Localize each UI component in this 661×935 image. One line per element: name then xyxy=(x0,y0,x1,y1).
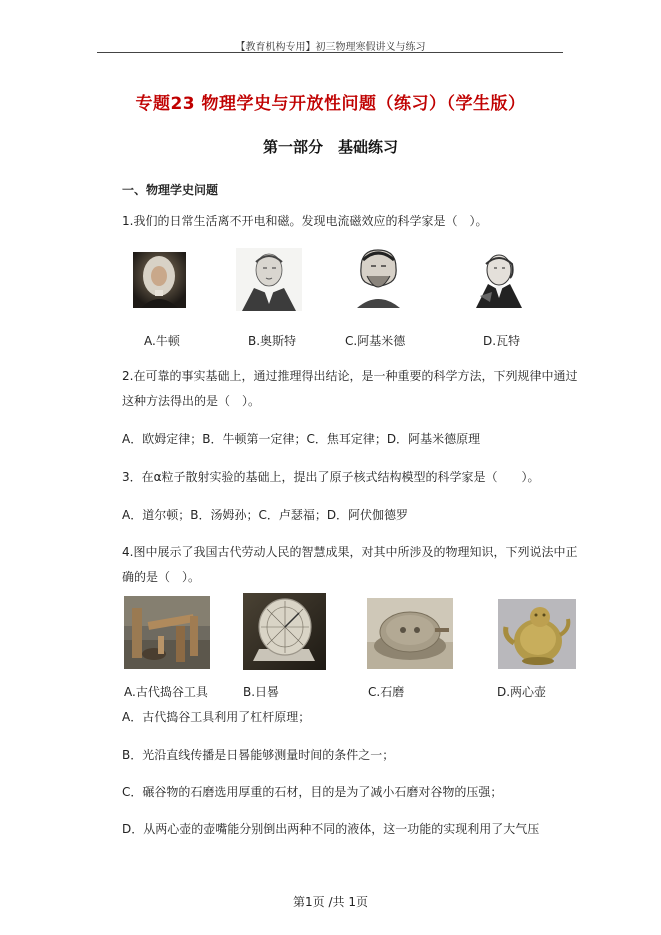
question-2-options: A．欧姆定律；B．牛顿第一定律；C．焦耳定律；D．阿基米德原理 xyxy=(122,432,481,446)
question-4-option-b: B．光沿直线传播是日晷能够测量时间的条件之一； xyxy=(122,748,395,762)
oersted-portrait-image xyxy=(236,248,302,311)
stone-mill-image xyxy=(367,598,453,669)
page-number: 第1页 /共 1页 xyxy=(293,895,368,909)
question-4-stem-line-1: 4.图中展示了我国古代劳动人民的智慧成果，对其中所涉及的物理知识，下列说法中正 xyxy=(122,545,578,559)
two-heart-pot-image xyxy=(498,599,576,669)
q1-option-a-caption: A.牛顿 xyxy=(144,334,180,348)
grain-pounding-tool-image xyxy=(124,596,210,669)
header-divider xyxy=(97,52,563,53)
q4-image-d-caption: D.两心壶 xyxy=(497,685,547,699)
q4-image-b-caption: B.日晷 xyxy=(243,685,280,699)
newton-portrait-image xyxy=(133,252,186,308)
document-title: 专题23 物理学史与开放性问题（练习）（学生版） xyxy=(135,94,526,114)
question-3-stem: 3．在α粒子散射实验的基础上，提出了原子核式结构模型的科学家是（ ）。 xyxy=(122,470,540,484)
question-1-stem: 1.我们的日常生活离不开电和磁。发现电流磁效应的科学家是（ ）。 xyxy=(122,214,488,228)
q4-image-a-caption: A.古代捣谷工具 xyxy=(124,685,208,699)
question-2-stem-line-1: 2.在可靠的事实基础上，通过推理得出结论，是一种重要的科学方法，下列规律中通过 xyxy=(122,369,578,383)
q1-option-d-caption: D.瓦特 xyxy=(483,334,521,348)
q1-option-c-caption: C.阿基米德 xyxy=(345,334,406,348)
question-3-options: A．道尔顿；B．汤姆孙；C．卢瑟福；D．阿伏伽德罗 xyxy=(122,508,409,522)
q4-image-c-caption: C.石磨 xyxy=(368,685,405,699)
sundial-image xyxy=(243,593,326,670)
question-4-stem-line-2: 确的是（ ）。 xyxy=(122,570,201,584)
question-4-option-a: A．古代捣谷工具利用了杠杆原理； xyxy=(122,710,311,724)
question-4-option-d: D．从两心壶的壶嘴能分别倒出两种不同的液体，这一功能的实现利用了大气压 xyxy=(122,822,540,836)
question-4-option-c: C．碾谷物的石磨选用厚重的石材，目的是为了减小石磨对谷物的压强； xyxy=(122,785,503,799)
section-heading: 一、物理学史问题 xyxy=(122,183,219,197)
part-title: 第一部分 基础练习 xyxy=(262,138,398,156)
archimedes-portrait-image xyxy=(351,246,406,308)
watt-portrait-image xyxy=(472,248,525,308)
page-header: 【教育机构专用】初三物理寒假讲义与练习 xyxy=(235,42,426,53)
question-2-stem-line-2: 这种方法得出的是（ ）。 xyxy=(122,394,261,408)
q1-option-b-caption: B.奥斯特 xyxy=(248,334,297,348)
